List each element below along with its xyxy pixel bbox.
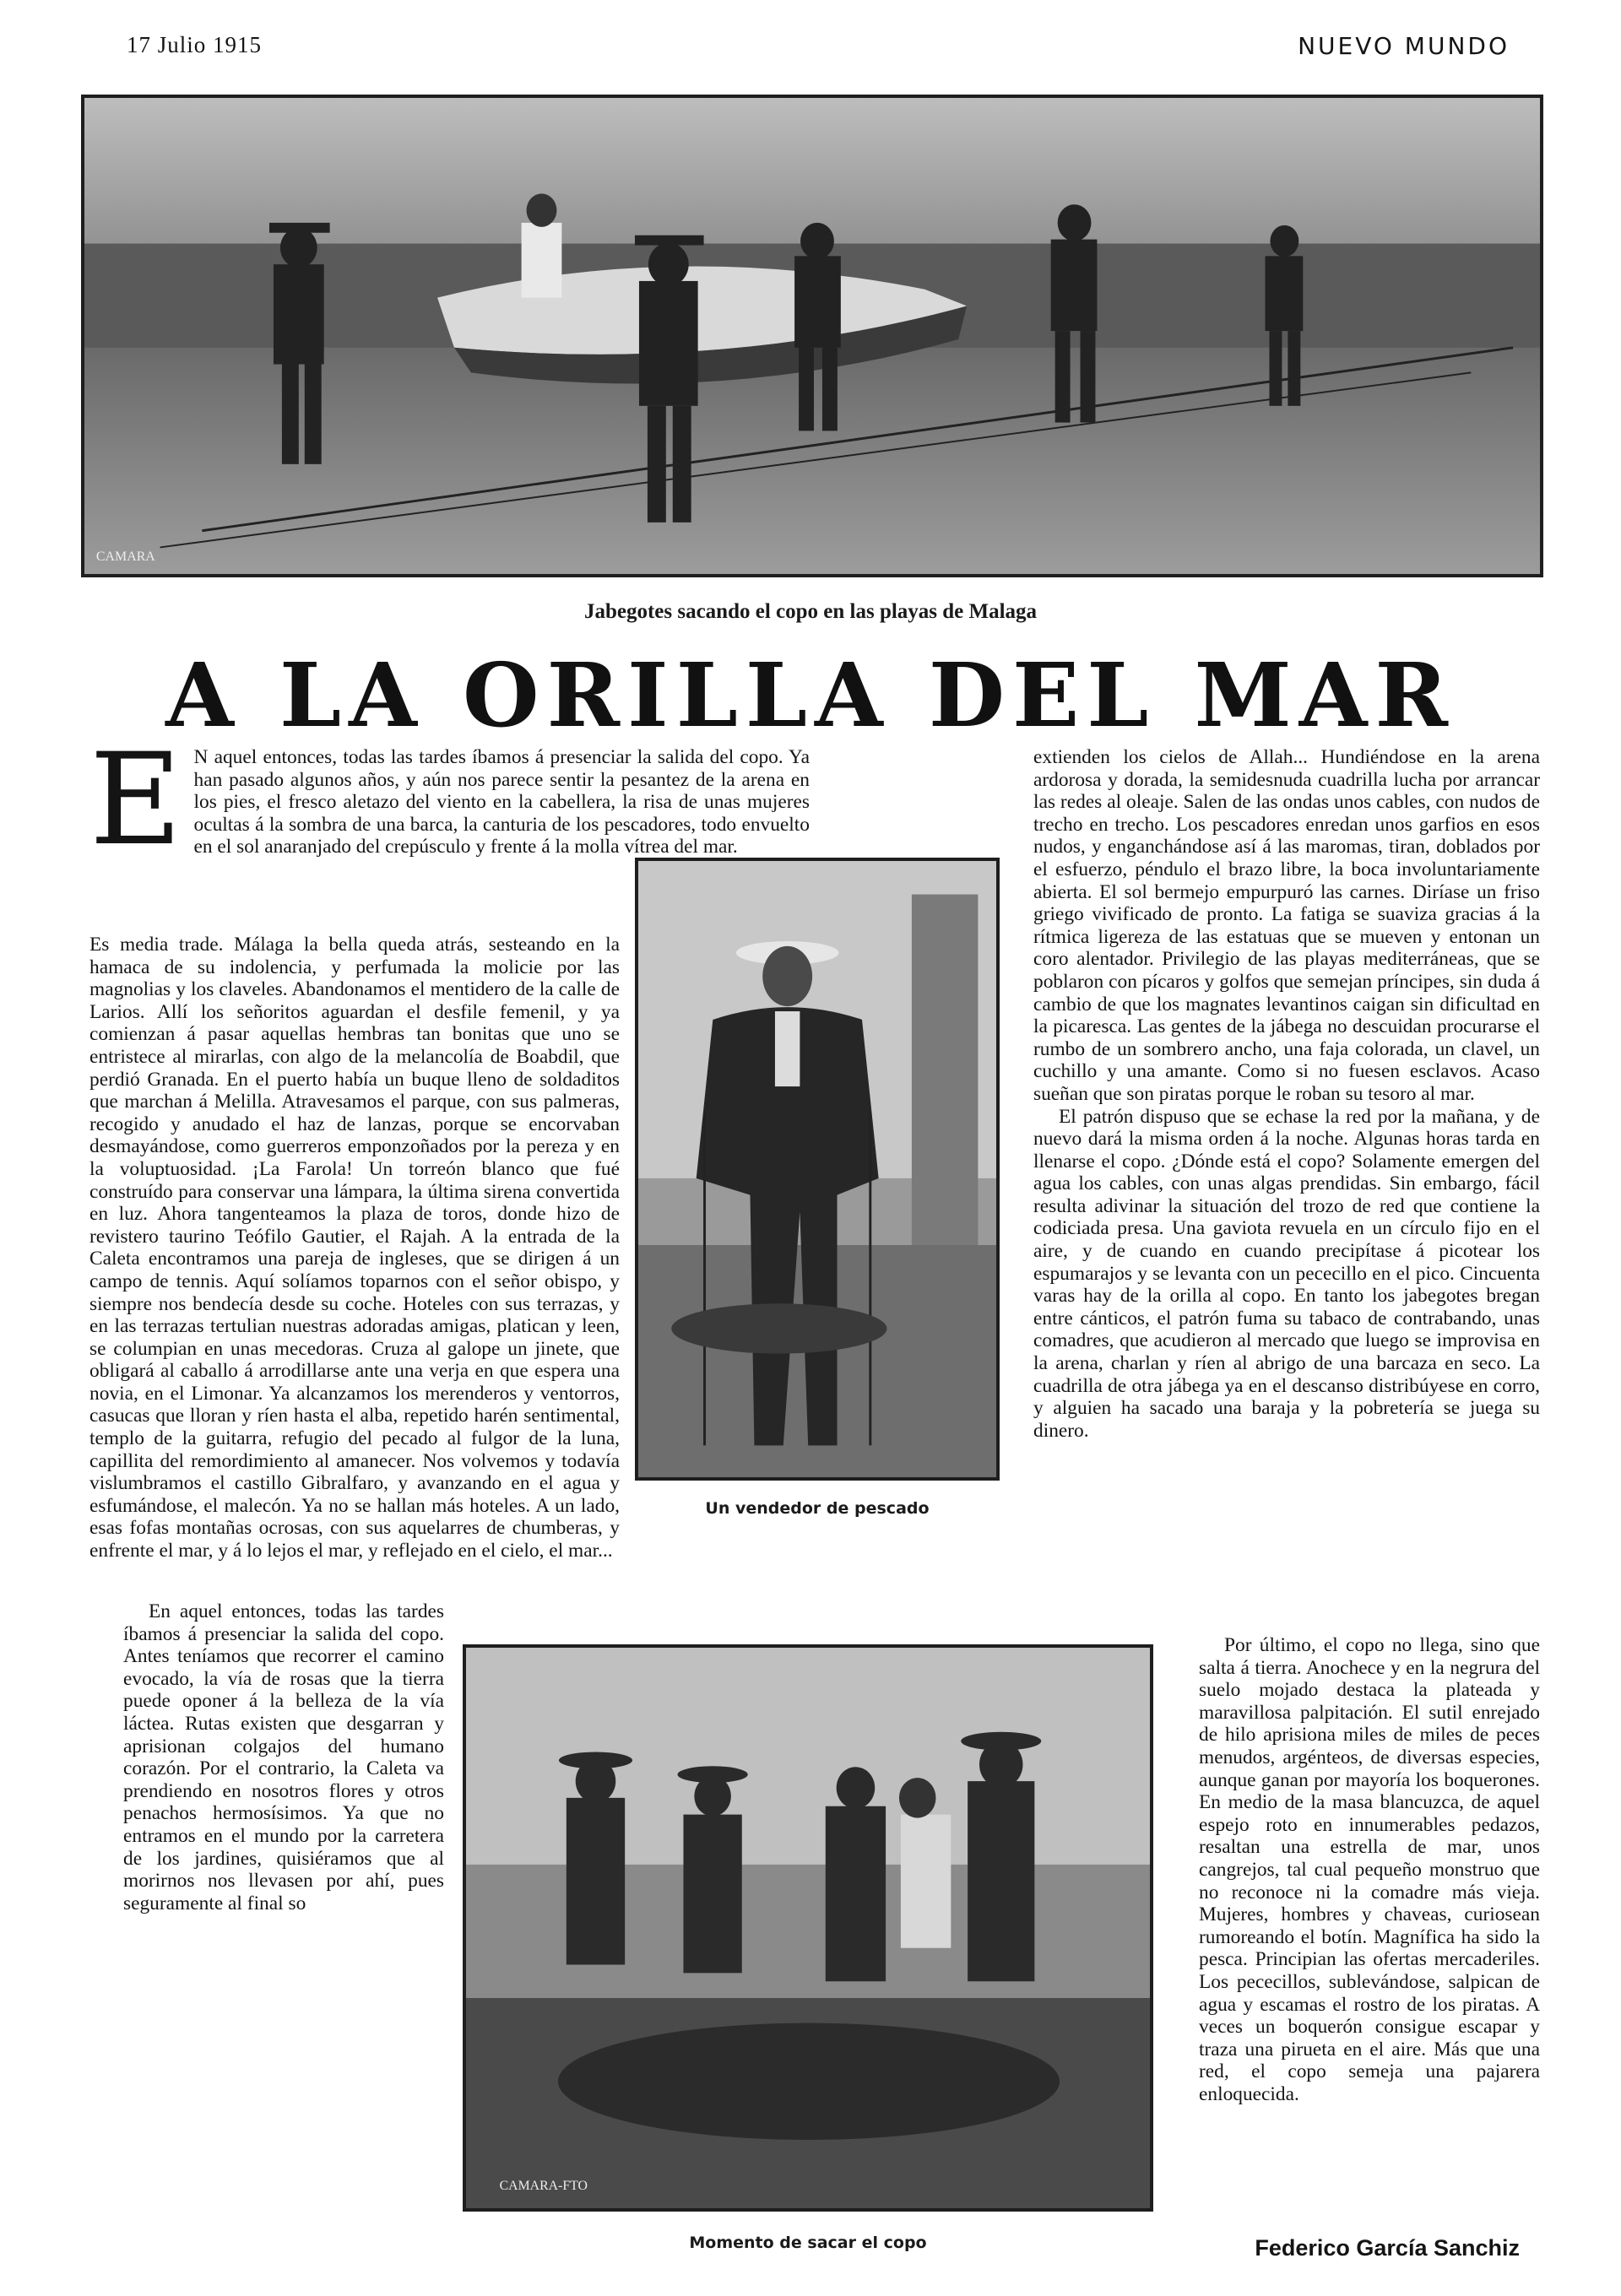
middle-photo-caption: Un vendedor de pescado [705, 1499, 930, 1518]
left-column-mid [89, 934, 620, 1592]
magazine-name: NUEVO MUNDO [1298, 32, 1510, 60]
article-paragraph-3: En aquel entonces, todas las tardes íbamos á presenciar la salida del copo. Antes teníamos que recorrer el camino evocado, la vía de rosas que la tierra puede oponer á la belleza de la vía láctea. Rutas existen que desgarran y aprisionan colgajos del humano corazón. Por el contrario, la Caleta va prendiendo en nosotros flores y otros penachos hermosísimos. Ya que no entramos en el mundo por la carretera de los jardines, quisiéramos que al morirnos nos llevasen por ahí, pues seguramente al final so [123, 1600, 444, 1914]
right-column-bottom [1199, 1634, 1540, 2225]
article-paragraph-6: Por último, el copo no llega, sino que salta á tierra. Anochece y en la negrura del suelo mojado destaca la plateada y maravillosa palpitación. El sutil enrejado de hilo aprisiona miles de miles de peces menudos, argénteos, de diversas especies, aunque ganan por mayoría los boquerones. En medio de la masa blancuzca, de aquel espejo roto en innumerables pedazos, resaltan una estrella de mar, unos cangrejos, tal cual pequeño monstruo que no reconoce ni la comadre más vieja. Mujeres, hombres y chaveas, curiosean rumoreando el botín. Magnífica ha sido la pesca. Principian las ofertas mercaderiles. Los pececillos, sublevándose, salpican de agua y escamas el rostro de los piratas. A veces un boquerón consigue escapar y traza una pirueta en el aire. Más que una red, el copo semeja una pajarera enloquecida. [1199, 1634, 1540, 2105]
top-photo-caption: Jabegotes sacando el copo en las playas de Malaga [583, 600, 1038, 623]
article-paragraph-5: El patrón dispuso que se echase la red por la mañana, y de nuevo dará la misma orden á la noche. Algunas horas tarda en llenarse el copo. ¿Dónde está el copo? Solamente emergen del agua los cables, con unas algas prendidas. Sin embargo, fácil resulta adivinar la situación del trozo de red que contiene la codiciada presa. Una gaviota revuela en un círculo fijo en el aire, y de cuando en cuando precipítase á picotear los espumarajos y se levanta con un pececillo en el pico. Cincuenta varas hay de la orilla al copo. En tanto los jabegotes bregan entre cánticos, el patrón fuma su tabaco de contrabando, unas comadres, que acudieron al mercado que luego se improvisa en la arena, charlan y ríen al abrigo de una barcaza en seco. La cuadrilla de otra jábega ya en el descanso distribúyese en corro, y alguien ha sacado una baraja y la pobretería se juega su dinero. [1033, 1105, 1540, 1442]
drop-cap: E [89, 727, 182, 874]
article-title: A LA ORILLA DEL MAR [165, 643, 1456, 747]
issue-date: 17 Julio 1915 [127, 32, 263, 57]
middle-photo [635, 858, 1000, 1481]
left-column-bottom [123, 1600, 444, 2234]
article-paragraph-2: Es media trade. Málaga la bella queda atrás, sesteando en la hamaca de su indolencia, y perfumada la molicie por las magnolias y los claveles. Abandonamos el mentidero de la calle de Larios. Allí los señoritos aguardan el desfile femenil, y ya comienzan á pasar aquellas hembras tan bonitas que uno se entristece al mirarlas, con algo de la melancolía de Boabdil, que perdió Granada. En el puerto había un buque lleno de soldaditos que marchan á Melilla. Atravesamos el parque, con sus palmeras, recogido y anudado el haz de lanzas, porque se encorvaban desmayándose, como guerreros emponzoñados por la pereza y en la voluptuosidad. ¡La Farola! Un torreón blanco que fué construído para conservar una lámpara, la última sirena convertida en luz. Ahora tangenteamos la plaza de toros, donde hizo de revistero taurino Teófilo Gautier, el Rajah. A la entrada de la Caleta encontramos una pareja de ingleses, que se dirigen á un campo de tennis. Aquí solíamos toparnos con el señor obispo, y siempre nos bendecía desde su coche. Hoteles con sus terrazas, y en las terrazas tertulian nuestras adoradas amigas, platican y leen, se columpian en unas mecedoras. Cruza al galope un jinete, que obligará al caballo á arrodillarse ante una verja en que espera una novia, en el Limonar. Ya alcanzamos los merenderos y ventorros, casucas que lloran y ríen hasta el alba, repetido harén sentimental, templo de la guitarra, refugio del pecado al fulgor de la luna, capillita del remordimiento al amanecer. Nos volvemos y todavía vislumbramos el castillo Gibralfaro, y avanzando en el agua y esfumándose, el malecón. Ya no se hallan más hoteles. A un lado, esas fofas montañas ocrosas, con sus aquelarres de chumberas, y enfrente el mar, y á lo lejos el mar, y reflejado en el cielo, el mar... [89, 934, 620, 1562]
article-paragraph-1: E N aquel entonces, todas las tardes íbamos á presenciar la salida del copo. Ya han pasado algunos años, y aún nos parece sentir la pesantez de la arena en los pies, el fresco aletazo del viento en la cabellera, la risa de unas mujeres ocultas á la sombra de una barca, la canturia de los pescadores, todo envuelto en el sol anaranjado del crepúsculo y frente á la molla vítrea del mar. [89, 727, 810, 874]
left-column-top [89, 727, 810, 874]
top-photo-credit: CAMARA [95, 550, 155, 565]
right-column-top [1033, 746, 1540, 1624]
bottom-photo-credit: CAMARA-FTO [499, 2179, 588, 2194]
author-signature: Federico García Sanchiz [1255, 2235, 1520, 2261]
top-photo [81, 95, 1543, 577]
bottom-photo-caption: Momento de sacar el copo [689, 2234, 927, 2252]
article-paragraph-4: extienden los cielos de Allah... Hundiéndose en la arena ardorosa y dorada, la semidesnuda cuadrilla lucha por arrancar las redes al oleaje. Salen de las ondas unos cables, con nudos de trecho en trecho. Los pescadores enredan unos garfios en esos nudos, y enganchándose así á las maromas, tiran, doblados por el esfuerzo, péndulo el brazo libre, la boca involuntariamente abierta. El sol bermejo empurpuró las carnes. Diríase un friso griego vivificado de pronto. La fatiga se suaviza gracias á la rítmica ligereza de las estatuas que se mueven y entonan un coro alentador. Privilegio de las playas mediterráneas, que se poblaron con pícaros y golfos que semejan príncipes, sin duda á cambio de que los magnates levantinos caigan sin dificultad en la picaresca. Las gentes de la jábega no descuidan procurarse el rumbo de un sombrero ancho, una faja colorada, un clavel, un cuchillo y una amante. Como si no fuesen esclavos. Acaso sueñan que son piratas porque le roban su tesoro al mar. [1033, 746, 1540, 1105]
bottom-photo [463, 1644, 1153, 2212]
